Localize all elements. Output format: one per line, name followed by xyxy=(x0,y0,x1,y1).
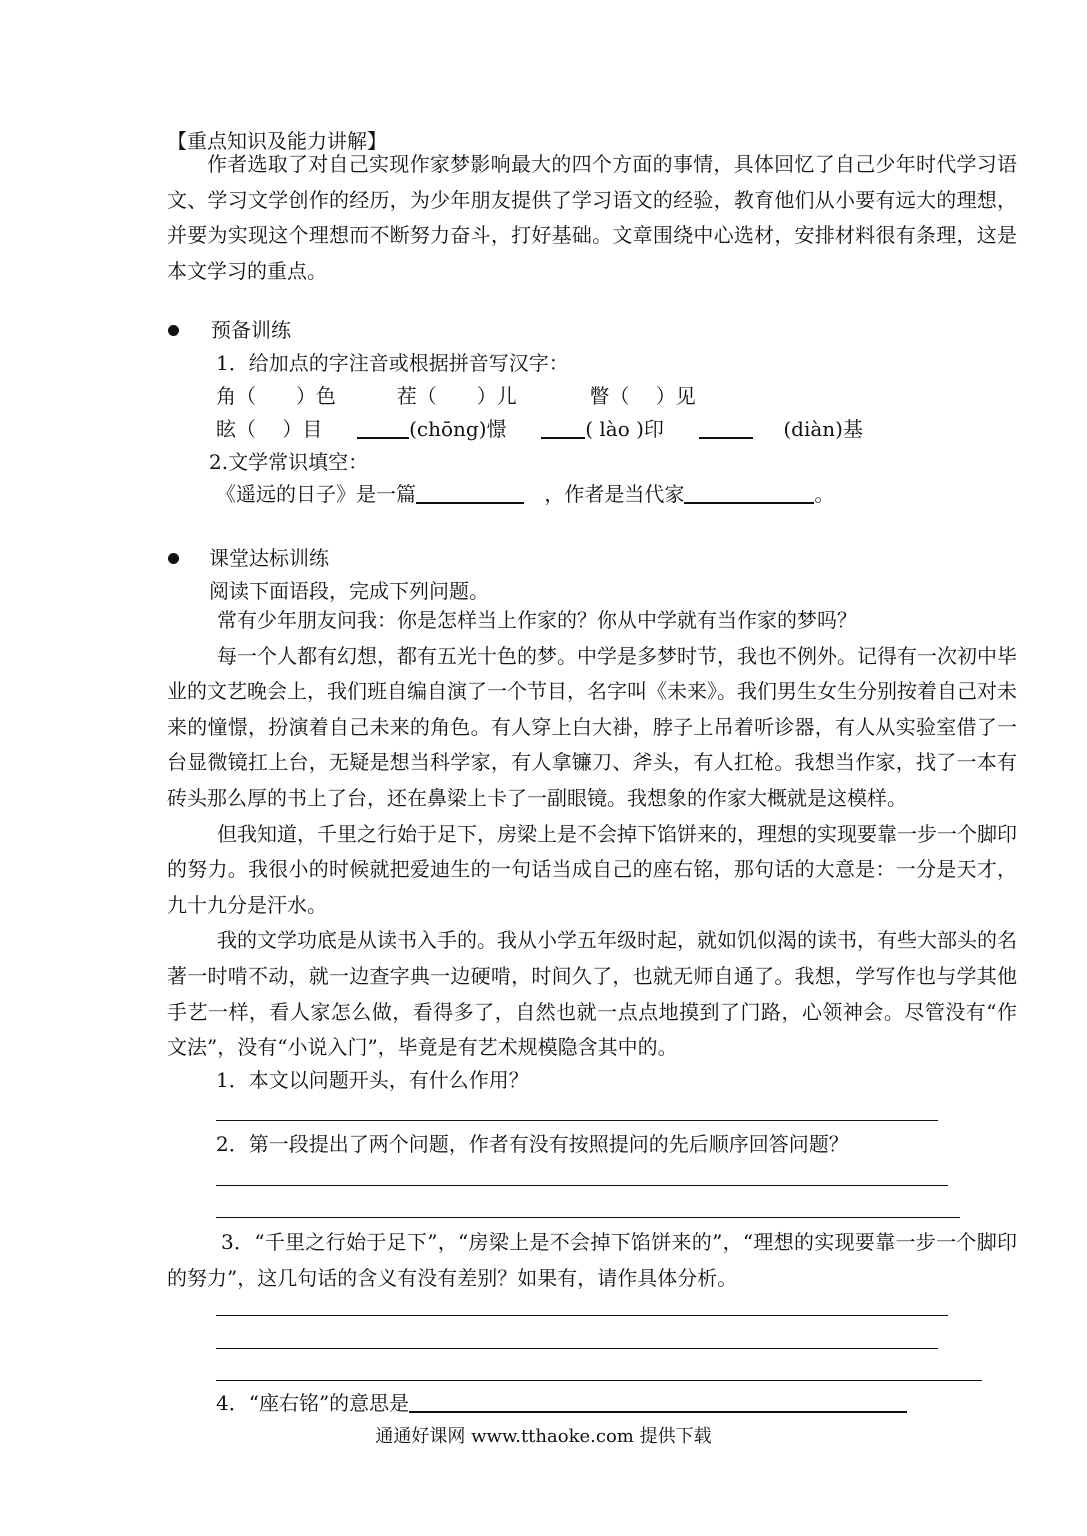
blank-dian[interactable] xyxy=(699,417,753,439)
question-2: 2．第一段提出了两个问题，作者有没有按照提问的先后顺序回答问题？ xyxy=(216,1132,849,1156)
blank-chong[interactable] xyxy=(357,417,409,439)
intro-text: 作者选取了对自己实现作家梦影响最大的四个方面的事情，具体回忆了自己少年时代学习语文、学习文学创作的经历，为少年朋友提供了学习语文的经验，教育他们从小要有远大的理想，并要为实现这个理想而不断努力奋斗，打好基础。文章围绕中心选材，安排材料很有条理，这是本文学习的重点。 xyxy=(167,152,1017,283)
classroom-title: 课堂达标训练 xyxy=(209,546,329,570)
item-chong: (chōng)憬 xyxy=(409,417,507,441)
phonetic-row-2 xyxy=(216,416,863,442)
blank-author[interactable] xyxy=(684,482,814,504)
item-lao: ( lào )印 xyxy=(585,417,664,441)
answer-line[interactable] xyxy=(216,1380,982,1381)
passage-para-4: 我的文学功底是从读书入手的。我从小学五年级时起，就如饥似渴的读书，有些大部头的名著一时啃不动，就一边查字典一边硬啃，时间久了，也就无师自通了。我想，学写作也与学其他手艺一样，看人家怎么做，看得多了，自然也就一点点地摸到了门路，心领神会。尽管没有“作文法”，没有“小说入门”，毕竟是有艺术规模隐含其中的。 xyxy=(167,928,1017,1060)
question-4: 4．“座右铭”的意思是 xyxy=(216,1390,907,1416)
reading-instruction: 阅读下面语段，完成下列问题。 xyxy=(209,579,489,603)
question-3: 3．“千里之行始于足下”，“房梁上是不会掉下馅饼来的”，“理想的实现要靠一步一个脚印的努力”，这几句话的含义有没有差别？如果有，请作具体分析。 xyxy=(167,1230,1017,1290)
passage-para-2: 每一个人都有幻想，都有五光十色的梦。中学是多梦时节，我也不例外。记得有一次初中毕业的文艺晚会上，我们班自编自演了一个节目，名字叫《未来》。我们男生女生分别按着自己对未来的憧憬，扮演着自己未来的角色。有人穿上白大褂，脖子上吊着听诊器，有人从实验室借了一台显微镜扛上台，无疑是想当科学家，有人拿镰刀、斧头，有人扛枪。我想当作家，找了一本有砖头那么厚的书上了台，还在鼻梁上卡了一副眼镜。我想象的作家大概就是这模样。 xyxy=(167,643,1017,810)
answer-line[interactable] xyxy=(216,1348,938,1349)
bullet-icon xyxy=(168,325,179,336)
phonetic-row-1 xyxy=(216,383,696,409)
reading-passage xyxy=(167,603,1017,1066)
bullet-icon xyxy=(168,553,179,564)
item-pie: 瞥（ ）见 xyxy=(589,384,696,408)
answer-line[interactable] xyxy=(216,1185,948,1186)
answer-line[interactable] xyxy=(216,1217,960,1218)
blank-genre[interactable] xyxy=(416,482,524,504)
question-1: 1．本文以问题开头，有什么作用？ xyxy=(216,1068,529,1092)
prep-question-1: 1．给加点的字注音或根据拼音写汉字： xyxy=(216,351,569,375)
answer-line[interactable] xyxy=(216,1120,938,1121)
prep-question-2: 2.文学常识填空： xyxy=(209,450,369,474)
item-dian: (diàn)基 xyxy=(783,417,863,441)
item-cha: 茬（ ）儿 xyxy=(396,384,517,408)
intro-paragraph xyxy=(167,147,1017,289)
page-footer: 通通好课网 www.tthaoke.com 提供下载 xyxy=(375,1426,712,1447)
passage-para-3: 但我知道，千里之行始于足下，房梁上是不会掉下馅饼来的，理想的实现要靠一步一个脚印的努力。我很小的时候就把爱迪生的一句话当成自己的座右铭，那句话的大意是：一分是天才，九十九分是汗水。 xyxy=(167,821,1017,917)
passage-para-1: 常有少年朋友问我：你是怎样当上作家的？你从中学就有当作家的梦吗？ xyxy=(217,608,857,632)
item-xuan: 眩（ ）目 xyxy=(216,417,323,441)
blank-lao[interactable] xyxy=(541,417,585,439)
answer-line[interactable] xyxy=(409,1391,907,1413)
answer-line[interactable] xyxy=(216,1315,948,1316)
item-jue: 角（ ）色 xyxy=(216,384,336,408)
prep-title: 预备训练 xyxy=(211,318,291,342)
section-heading: 【重点知识及能力讲解】 xyxy=(167,129,387,153)
literature-fill-in: 《遥远的日子》是一篇 ，作者是当代家 。 xyxy=(216,482,835,506)
